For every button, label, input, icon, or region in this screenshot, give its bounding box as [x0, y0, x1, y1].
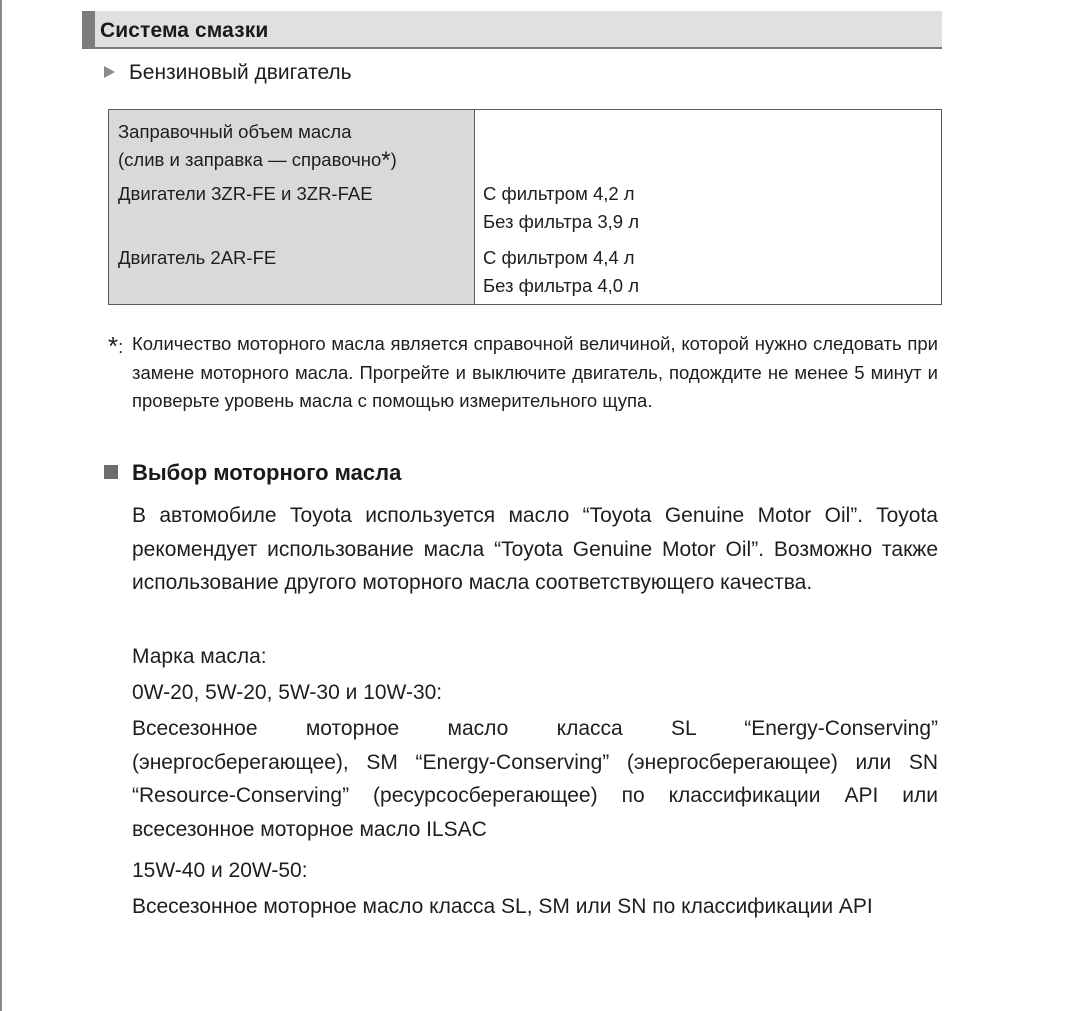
- capacity-label-line2-text: (слив и заправка — справочно: [118, 149, 382, 170]
- capacity-cell: [475, 178, 942, 240]
- without-filter-value: Без фильтра 3,9 л: [483, 211, 640, 232]
- oil-grade-a-text: Всесезонное моторное масло класса SL “Energy-Conserving” (энергосберегающее), SM “Energy-Conserving” (энергосберегающее) или SN “Resource-Conserving” (ресурсосберегающее) по классификации API или всесезонное моторное масло ILSAC: [132, 717, 938, 841]
- section-header-accent: [82, 11, 95, 47]
- capacity-label-line2: [118, 146, 466, 174]
- oil-grade-a-label: 0W-20, 5W-20, 5W-30 и 10W-30:: [132, 681, 443, 704]
- footnote-text: Количество моторного масла является справочной величиной, которой нужно следовать при замене моторного масла. Прогрейте и выключите двигатель, подождите не менее 5 минут и проверьте уровень масла с помощью измерительного щупа.: [132, 333, 938, 411]
- capacity-cell: [475, 240, 942, 305]
- footnote-colon: :: [118, 336, 124, 357]
- engine-cell: Двигатель 2AR-FE: [109, 240, 475, 305]
- section-header: [82, 11, 942, 49]
- table-header-row: [109, 110, 942, 179]
- triangle-bullet-icon: [104, 66, 115, 78]
- oil-grade-b-label: 15W-40 и 20W-50:: [132, 859, 308, 882]
- table-header-label: [109, 110, 475, 179]
- footnote-star: *: [108, 331, 119, 361]
- oil-selection-heading: [104, 460, 401, 486]
- section-title: Система смазки: [100, 19, 269, 42]
- capacity-label-close: ): [390, 149, 397, 170]
- capacity-label-line1: Заправочный объем масла: [118, 121, 352, 142]
- footnote-marker: [108, 330, 123, 362]
- footnote-star-ref: *: [381, 147, 391, 174]
- oil-selection-intro: В автомобиле Toyota используется масло “Toyota Genuine Motor Oil”. Toyota рекомендует использование масла “Toyota Genuine Motor Oil”. Возможно также использование другого моторного масла соответствующего качества.: [132, 504, 938, 594]
- oil-grade-label: Марка масла:: [132, 645, 267, 668]
- square-bullet-icon: [104, 465, 118, 479]
- table-row: [109, 240, 942, 305]
- without-filter-value: Без фильтра 4,0 л: [483, 275, 640, 296]
- oil-capacity-table: [108, 109, 942, 305]
- engine-type-label: Бензиновый двигатель: [129, 61, 352, 84]
- oil-grade-b-text: Всесезонное моторное масло класса SL, SM или SN по классификации API: [132, 895, 873, 918]
- engine-cell: Двигатели 3ZR-FE и 3ZR-FAE: [109, 178, 475, 240]
- table-header-value: [475, 110, 942, 179]
- footnote: [108, 330, 938, 416]
- page-margin-rule: [0, 0, 2, 1011]
- engine-type-subhead: [104, 61, 352, 85]
- table-row: [109, 178, 942, 240]
- with-filter-value: С фильтром 4,4 л: [483, 247, 635, 268]
- oil-selection-title: Выбор моторного масла: [132, 460, 402, 485]
- with-filter-value: С фильтром 4,2 л: [483, 183, 635, 204]
